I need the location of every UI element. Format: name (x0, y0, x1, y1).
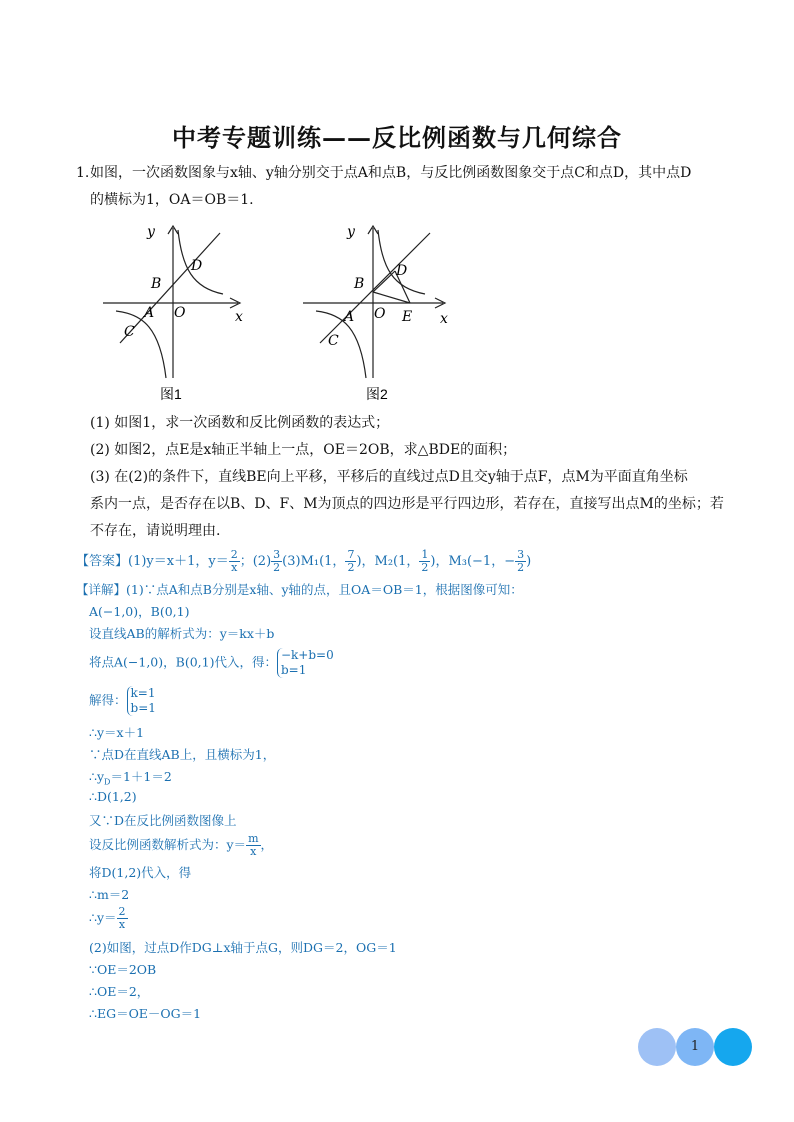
solution-text: 将点A(−1,0)，B(0,1)代入，得： (89, 654, 277, 670)
solution-line-20: 将D(1,2)代入，得 (89, 865, 192, 880)
fig1-label-d: D (191, 258, 203, 274)
fig1-label-c: C (124, 324, 135, 340)
figure-1 (98, 218, 258, 408)
numerator: 2 (230, 548, 238, 561)
fig2-label-y: y (347, 224, 355, 240)
numerator: 7 (347, 548, 355, 561)
answer-part: (1)y＝x＋1，y＝ (128, 554, 229, 569)
equation: k=1 (130, 686, 156, 700)
fig1-label-b: B (151, 276, 162, 292)
answer-label: 【答案】 (76, 554, 129, 569)
fig2-label-d: D (396, 263, 408, 279)
solution-line-28: ∴EG＝OE－OG＝1 (89, 1006, 202, 1021)
denominator: 2 (347, 561, 355, 574)
solution-line-15: 又∵D在反比例函数图像上 (89, 813, 237, 828)
solution-label: 【详解】 (76, 582, 127, 597)
solution-line-25: (2)如图，过点D作DG⊥x轴于点G，则DG＝2，OG＝1 (89, 940, 397, 955)
sub-question-3 (90, 464, 730, 545)
sub-question-3-line3: 不存在，请说明理由. (90, 523, 221, 539)
fraction (229, 549, 240, 574)
solution-line-6 (89, 686, 156, 716)
fraction (419, 549, 430, 574)
solution-line-9: ∴y＝x＋1 (89, 725, 145, 740)
numerator: 3 (273, 548, 281, 561)
solution-line-26: ∵OE＝2OB (89, 962, 157, 977)
fraction (345, 549, 356, 574)
subscript: D (104, 777, 111, 787)
denominator: 2 (273, 561, 281, 574)
numerator: m (248, 832, 259, 845)
answer-part: )，M₃(−1，− (430, 554, 516, 569)
fig1-caption: 图1 (160, 386, 182, 402)
fig2-label-b: B (354, 276, 365, 292)
solution-text: 设反比例函数解析式为：y＝ (89, 837, 247, 852)
solution-line-3 (89, 648, 334, 678)
solution-line-1: A(−1,0)，B(0,1) (89, 604, 190, 619)
denominator: x (118, 918, 126, 931)
solution-text: ∴y (89, 769, 105, 784)
fig1-label-x: x (235, 309, 243, 325)
equation-system (127, 686, 156, 716)
denominator: x (231, 561, 238, 574)
page-title: 中考专题训练——反比例函数与几何综合 (172, 123, 622, 152)
equation: b=1 (280, 663, 307, 677)
sub-question-3-line1: (3) 在(2)的条件下，直线BE向上平移，平移后的直线过点D且交y轴于点F，点M为平面直角坐标 (90, 469, 688, 485)
answer-line (76, 549, 716, 574)
fig2-label-a: A (344, 309, 355, 325)
badge-circle-left (638, 1028, 676, 1066)
badge-circle-right (714, 1028, 752, 1066)
solution-text: ∴y＝ (89, 910, 117, 925)
solution-line-16 (89, 833, 273, 858)
fig1-label-o: O (174, 305, 186, 321)
fig2-label-o: O (374, 306, 386, 322)
denominator: 2 (421, 561, 429, 574)
solution-line-22 (89, 906, 128, 931)
equation: b=1 (130, 701, 156, 715)
solution-line-11 (89, 767, 172, 787)
solution-line-10: ∵点D在直线AB上，且横标为1， (89, 747, 276, 762)
question-text-line1: 如图，一次函数图象与x轴、y轴分别交于点A和点B，与反比例函数图象交于点C和点D，其中点D (90, 165, 692, 181)
solution-line-14: ∴D(1,2) (89, 789, 137, 804)
fraction (246, 833, 260, 858)
sub-question-2: (2) 如图2，点E是x轴正半轴上一点，OE＝2OB，求△BDE的面积； (90, 442, 517, 458)
solution-text: 解得： (89, 692, 127, 708)
fraction (271, 549, 282, 574)
fig1-label-a: A (144, 305, 155, 321)
answer-part: ；(2) (239, 554, 272, 569)
answer-part: (3)M₁(1， (282, 554, 346, 569)
question-text-line2: 的横标为1，OA＝OB＝1. (90, 192, 254, 208)
solution-line-27: ∴OE＝2， (89, 984, 150, 999)
answer-part: ) (526, 554, 532, 569)
question-1-stem (76, 160, 732, 214)
numerator: 3 (517, 548, 525, 561)
solution-line-0 (76, 580, 523, 598)
page-number-badge (638, 1028, 752, 1066)
answer-part: )，M₂(1， (356, 554, 420, 569)
fig2-label-e: E (402, 309, 413, 325)
fig2-label-c: C (328, 333, 339, 349)
denominator: 2 (517, 561, 525, 574)
question-number: 1. (76, 165, 90, 181)
numerator: 1 (421, 548, 429, 561)
sub-question-3-line2: 系内一点，是否存在以B、D、F、M为顶点的四边形是平行四边形，若存在，直接写出点M的坐标；若 (90, 496, 724, 512)
fig2-caption: 图2 (366, 386, 388, 402)
fig1-label-y: y (147, 224, 155, 240)
figure-2 (298, 218, 463, 408)
fraction (515, 549, 526, 574)
numerator: 2 (118, 905, 126, 918)
solution-text: ， (260, 837, 274, 852)
equation-system (277, 648, 334, 678)
page-number: 1 (690, 1039, 700, 1054)
fig2-label-x: x (440, 311, 448, 327)
solution-text: ＝1＋1＝2 (110, 769, 172, 784)
solution-line-21: ∴m＝2 (89, 887, 130, 902)
solution-line-2: 设直线AB的解析式为：y＝kx＋b (89, 626, 275, 641)
sub-question-1: (1) 如图1，求一次函数和反比例函数的表达式； (90, 415, 390, 431)
denominator: x (250, 845, 257, 858)
fraction (117, 906, 128, 931)
equation: −k+b=0 (280, 648, 334, 662)
solution-text: (1)∵点A和点B分别是x轴、y轴的点，且OA＝OB＝1，根据图像可知： (126, 582, 523, 597)
